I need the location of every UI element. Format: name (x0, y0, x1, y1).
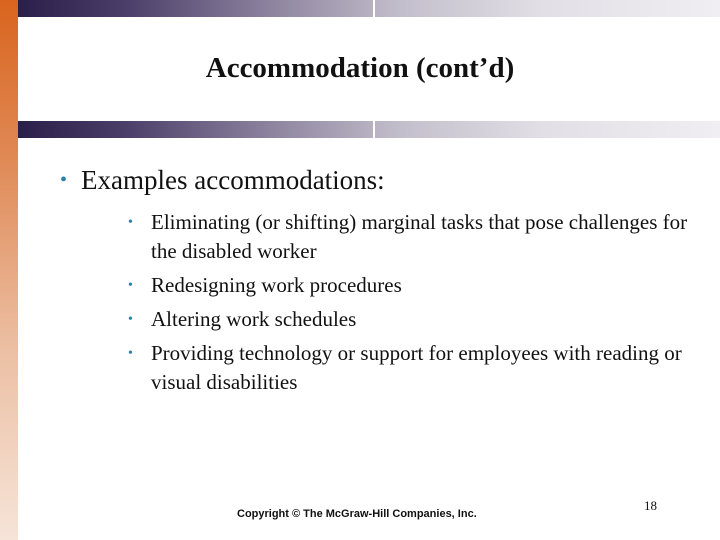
left-accent-strip (0, 0, 18, 540)
sub-bullet-text: Eliminating (or shifting) marginal tasks that pose challenges for the disabled worker (151, 210, 688, 263)
bullet-icon: • (128, 346, 133, 361)
slide-title: Accommodation (cont’d) (205, 52, 515, 84)
sub-bullet-item (128, 271, 688, 300)
copyright-footer: Copyright © The McGraw-Hill Companies, Inc. (237, 508, 477, 520)
bullet-icon: • (128, 278, 133, 293)
top-header-band (18, 0, 720, 17)
bullet-icon: • (128, 215, 133, 230)
band-divider (373, 121, 375, 138)
main-bullet (60, 165, 385, 196)
sub-bullet-item (128, 339, 688, 397)
sub-bullet-text: Providing technology or support for employees with reading or visual disabilities (151, 341, 682, 394)
main-bullet-text: Examples accommodations: (81, 165, 385, 195)
sub-bullet-text: Redesigning work procedures (151, 273, 402, 297)
page-number: 18 (644, 498, 657, 513)
sub-bullet-list (128, 208, 688, 402)
sub-bullet-text: Altering work schedules (151, 307, 357, 331)
sub-bullet-item (128, 305, 688, 334)
sub-bullet-item (128, 208, 688, 266)
bullet-icon: • (60, 169, 68, 191)
band-divider (373, 0, 375, 17)
bullet-icon: • (128, 312, 133, 327)
title-underline-band (18, 121, 720, 138)
